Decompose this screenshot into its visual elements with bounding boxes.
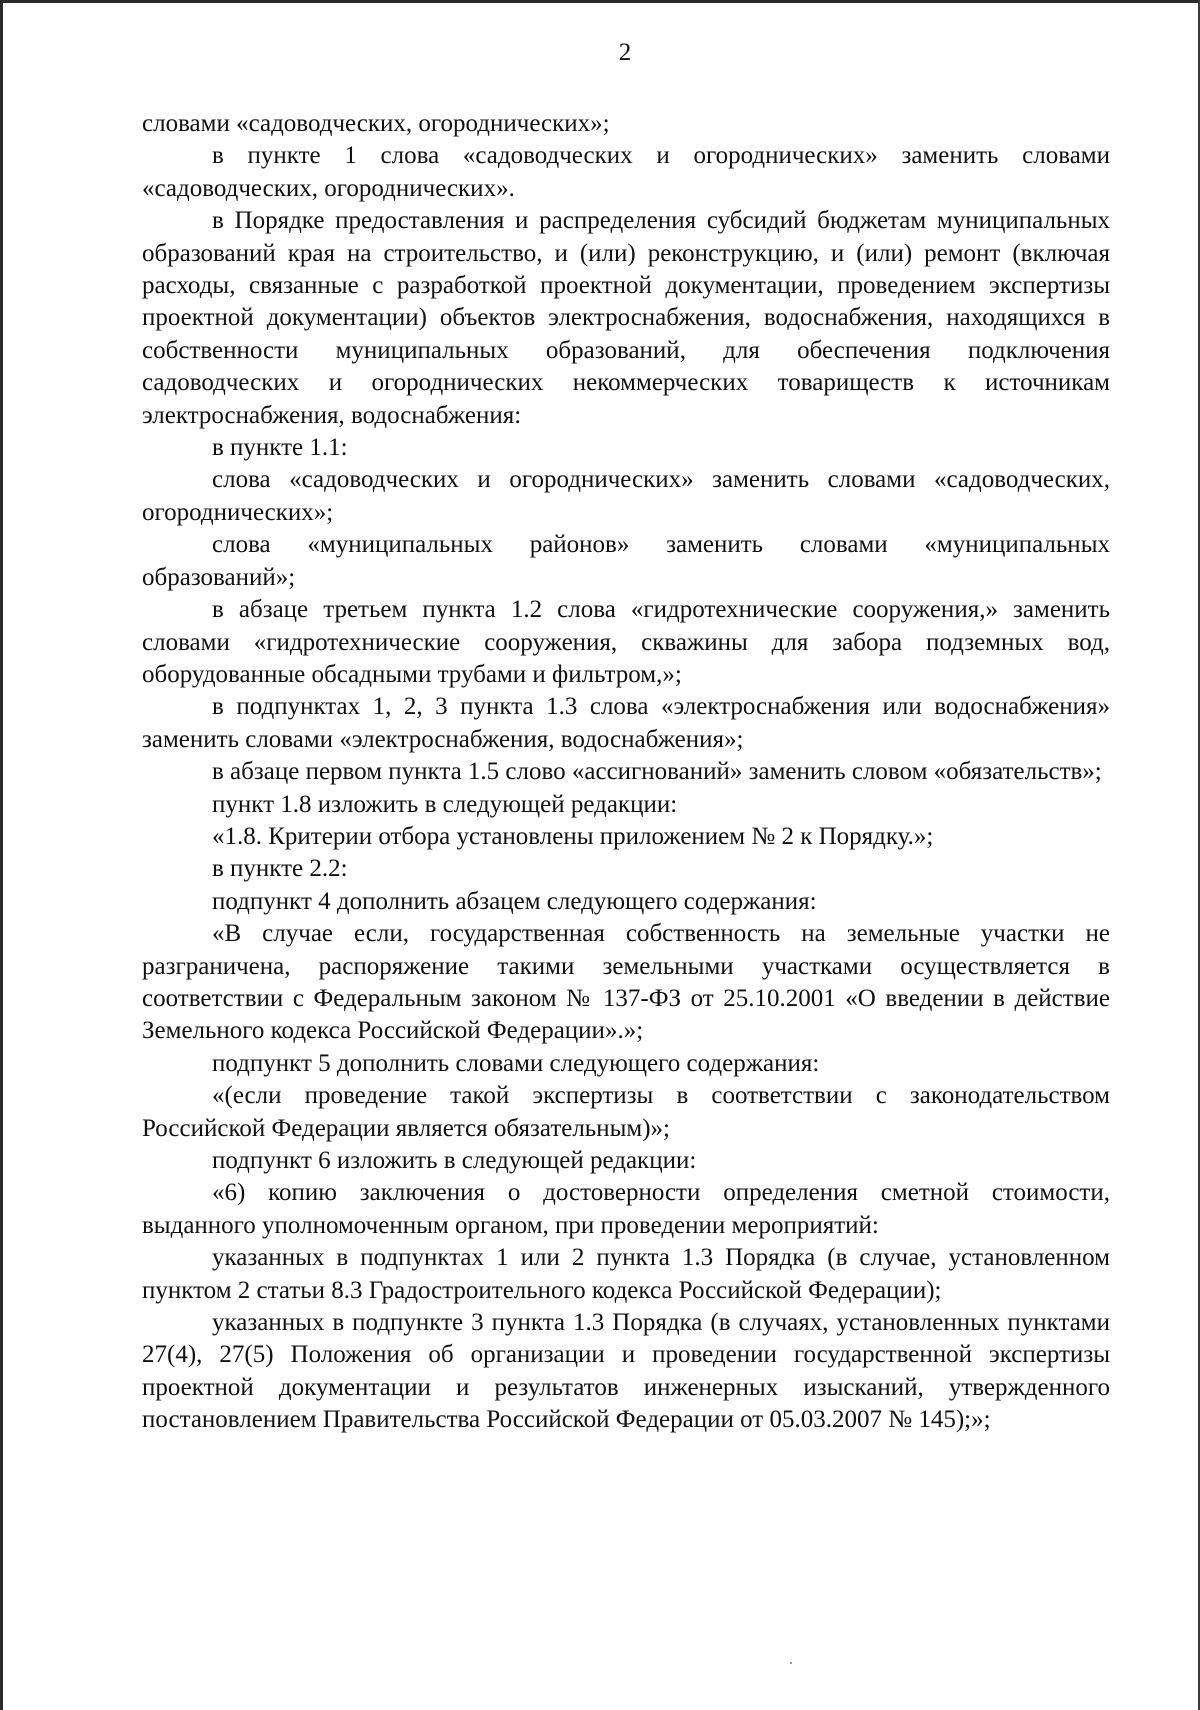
- paragraph: пункт 1.8 изложить в следующей редакции:: [212, 790, 678, 818]
- paragraph: слова «муниципальных районов» заменить словами «муниципальных образований»;: [142, 531, 1110, 591]
- paragraph: словами «садоводческих, огороднических»;: [142, 110, 610, 137]
- paragraph: в пункте 1 слова «садоводческих и огороднических» заменить словами «садоводческих, огороднических».: [142, 142, 1110, 202]
- paragraph: в Порядке предоставления и распределения субсидий бюджетам муниципальных образований края на строительство, и (или) реконструкцию, и (или) ремонт (включая расходы, связанные с разработкой проектной документации, проведением экспертизы проектной документации) объектов электроснабжения, водоснабжения, находящихся в собственности муниципальных образований, для обеспечения подключения садоводческих и огороднических некоммерческих товариществ к источникам электроснабжения, водоснабжения:: [142, 207, 1110, 429]
- paragraph: слова «садоводческих и огороднических» заменить словами «садоводческих, огороднических»;: [142, 466, 1110, 526]
- paragraph: подпункт 5 дополнить словами следующего содержания:: [212, 1049, 820, 1077]
- paragraph: в абзаце третьем пункта 1.2 слова «гидротехнические сооружения,» заменить словами «гидротехнические сооружения, скважины для забора подземных вод, оборудованные обсадными трубами и фильтром,»;: [142, 596, 1110, 688]
- scan-border-left: [0, 0, 3, 1710]
- document-body: [142, 108, 1110, 1437]
- paragraph: указанных в подпункте 3 пункта 1.3 Порядка (в случаях, установленных пунктами 27(4), 27(5) Положения об организации и проведении государственной экспертизы проектной документации и результатов инженерных изысканий, утвержденного постановлением Правительства Российской Федерации от 05.03.2007 № 145);»;: [142, 1309, 1110, 1434]
- paragraph: «1.8. Критерии отбора установлены приложением № 2 к Порядку.»;: [212, 822, 934, 850]
- paragraph: указанных в подпунктах 1 или 2 пункта 1.3 Порядка (в случае, установленном пунктом 2 статьи 8.3 Градостроительного кодекса Российской Федерации);: [142, 1244, 1110, 1304]
- scan-border-top: [0, 0, 1200, 3]
- page-number: 2: [618, 39, 632, 66]
- paragraph: в пункте 1.1:: [212, 434, 348, 462]
- paragraph: в абзаце первом пункта 1.5 слово «ассигнований» заменить словом «обязательств»;: [212, 758, 1102, 786]
- paragraph: «6) копию заключения о достоверности определения сметной стоимости, выданного уполномоченным органом, при проведении мероприятий:: [142, 1179, 1110, 1239]
- paragraph: «В случае если, государственная собственность на земельные участки не разграничена, распоряжение такими земельными участками осуществляется в соответствии с Федеральным законом № 137-ФЗ от 25.10.2001 «О введении в действие Земельного кодекса Российской Федерации».»;: [142, 920, 1110, 1045]
- paragraph: «(если проведение такой экспертизы в соответствии с законодательством Российской Федерации является обязательным)»;: [142, 1082, 1110, 1142]
- paragraph: в подпунктах 1, 2, 3 пункта 1.3 слова «электроснабжения или водоснабжения» заменить словами «электроснабжения, водоснабжения»;: [142, 693, 1110, 753]
- scan-speck: [790, 1662, 792, 1664]
- paragraph: подпункт 6 изложить в следующей редакции:: [212, 1147, 697, 1174]
- paragraph: подпункт 4 дополнить абзацем следующего содержания:: [212, 887, 817, 915]
- paragraph: в пункте 2.2:: [212, 855, 348, 883]
